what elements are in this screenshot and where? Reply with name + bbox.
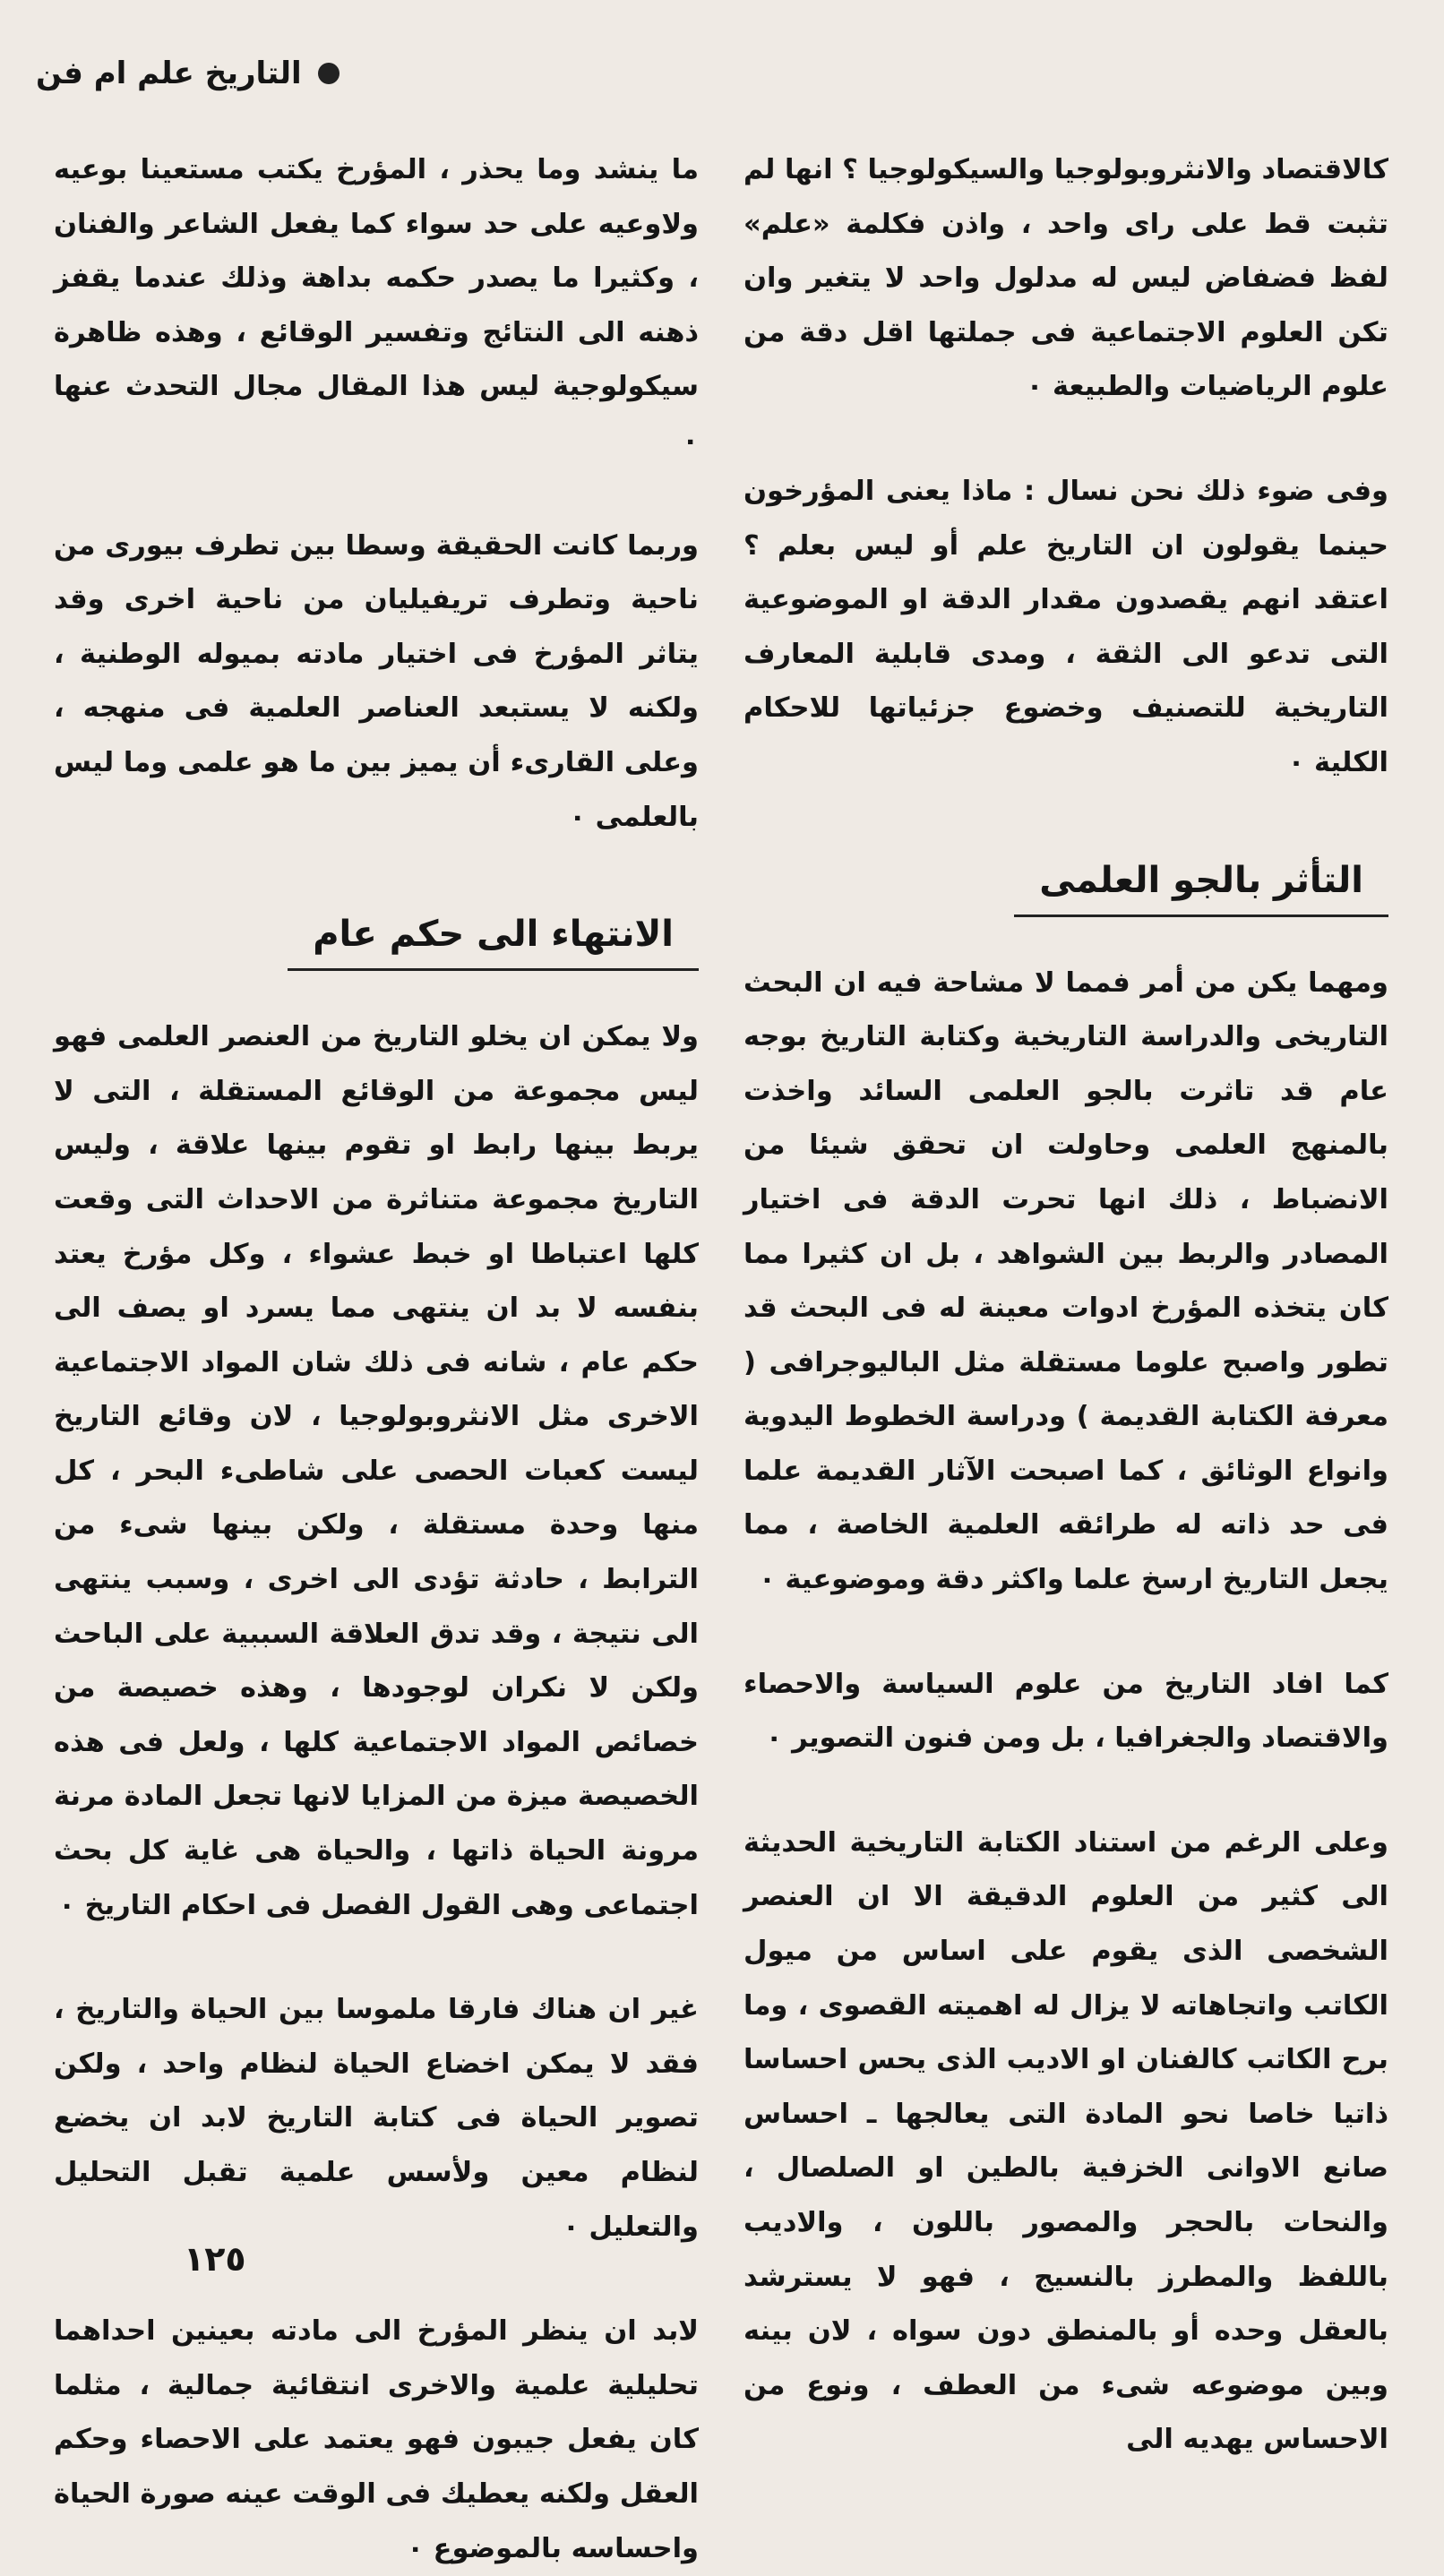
paragraph: وفى ضوء ذلك نحن نسال : ماذا يعنى المؤرخون حينما يقولون ان التاريخ علم أو ليس بعلم ؟ اعتقد انهم يقصدون مقدار الدقة او الموضوعية التى تدعو الى الثقة ، ومدى قابلية المعارف التاريخية للتصنيف وخضوع جزئياتها للاحكام الكلية ٠ — [743, 475, 1388, 778]
running-header — [36, 56, 340, 91]
paragraph: ومهما يكن من أمر فمما لا مشاحة فيه ان البحث التاريخى والدراسة التاريخية وكتابة التاريخ بوجه عام قد تاثرت بالجو العلمى السائد واخذت بالمنهج العلمى وحاولت ان تحقق شيئا من الانضباط ، ذلك انها تحرت الدقة فى اختيار المصادر والربط بين الشواهد ، بل ان كثيرا مما كان يتخذه المؤرخ ادوات معينة له فى البحث قد تطور واصبح علوما مستقلة مثل الباليوجرافى ( معرفة الكتابة القديمة ) ودراسة الخطوط اليدوية وانواع الوثائق ، كما اصبحت الآثار القديمة علما فى حد ذاته له طرائقه العلمية الخاصة ، مما يجعل التاريخ ارسخ علما واكثر دقة وموضوعية ٠ — [743, 966, 1388, 1596]
page-number: ١٢٥ — [184, 2239, 246, 2279]
paragraph: ولا يمكن ان يخلو التاريخ من العنصر العلمى فهو ليس مجموعة من الوقائع المستقلة ، التى لا يربط بينها رابط او تقوم بينها علاقة ، وليس التاريخ مجموعة متناثرة من الاحداث التى وقعت كلها اعتباطا او خبط عشواء ، وكل مؤرخ يعتد بنفسه لا بد ان ينتهى مما يسرد او يصف الى حكم عام ، شانه فى ذلك شان المواد الاجتماعية الاخرى مثل الانثروبولوجيا ، لان وقائع التاريخ ليست كعبات الحصى على شاطىء البحر ، كل منها وحدة مستقلة ، ولكن بينها شىء من الترابط ، حادثة تؤدى الى اخرى ، وسبب ينتهى الى نتيجة ، وقد تدق العلاقة السببية على الباحث ولكن لا نكران لوجودها ، وهذه خصيصة من خصائص المواد الاجتماعية كلها ، ولعل فى هذه الخصيصة ميزة من المزايا لانها تجعل المادة مرنة مرونة الحياة ذاتها ، والحياة هى غاية كل بحث اجتماعى وهى القول الفصل فى احكام التاريخ ٠ — [54, 1021, 699, 1921]
paragraph: وعلى الرغم من استناد الكتابة التاريخية الحديثة الى كثير من العلوم الدقيقة الا ان العنصر الشخصى الذى يقوم على اساس من ميول الكاتب واتجاهاته لا يزال له اهميته القصوى ، وما برح الكاتب كالفنان او الاديب الذى يحس احساسا ذاتيا خاصا نحو المادة التى يعالجها ـ احساس صانع الاوانى الخزفية بالطين او الصلصال ، والنحات بالحجر والمصور باللون ، والاديب باللفظ والمطرز بالنسيج ، فهو لا يسترشد بالعقل وحده أو بالمنطق دون سواه ، لان بينه وبين موضوعه شىء من العطف ، ونوع من الاحساس يهديه الى — [743, 1826, 1388, 2456]
bullet-icon — [318, 63, 340, 84]
section-heading-text: التأثر بالجو العلمى — [1014, 855, 1388, 917]
paragraph: لابد ان ينظر المؤرخ الى مادته بعينين احداهما تحليلية علمية والاخرى انتقائية جمالية ، مثلما كان يفعل جيبون فهو يعتمد على الاحصاء وحكم العقل ولكنه يعطيك فى الوقت عينه صورة الحياة واحساسه بالموضوع ٠ — [54, 2315, 699, 2564]
right-column — [743, 143, 1388, 2468]
paragraph: كالاقتصاد والانثروبولوجيا والسيكولوجيا ؟ انها لم تثبت قط على راى واحد ، واذن فكلمة «علم» لفظ فضفاض ليس له مدلول واحد لا يتغير وان تكن العلوم الاجتماعية فى جملتها اقل دقة من علوم الرياضيات والطبيعة ٠ — [743, 154, 1388, 403]
section-heading-text: الانتهاء الى حكم عام — [288, 909, 699, 971]
paragraph: ما ينشد وما يحذر ، المؤرخ يكتب مستعينا بوعيه ولاوعيه على حد سواء كما يفعل الشاعر والفنان ، وكثيرا ما يصدر حكمه بداهة وذلك عندما يقفز ذهنه الى النتائج وتفسير الوقائع ، وهذه ظاهرة سيكولوجية ليس هذا المقال مجال التحدث عنها ٠ — [54, 154, 699, 457]
section-heading — [743, 855, 1388, 917]
running-title: التاريخ علم ام فن — [36, 56, 302, 91]
paragraph: غير ان هناك فارقا ملموسا بين الحياة والتاريخ ، فقد لا يمكن اخضاع الحياة لنظام واحد ، ولكن تصوير الحياة فى كتابة التاريخ لابد ان يخضع لنظام معين ولأسس علمية تقبل التحليل والتعليل ٠ — [54, 1994, 699, 2243]
paragraph: وربما كانت الحقيقة وسطا بين تطرف بيورى من ناحية وتطرف تريفيليان من ناحية اخرى وقد يتاثر المؤرخ فى اختيار مادته بميوله الوطنية ، ولكنه لا يستبعد العناصر العلمية فى منهجه ، وعلى القارىء أن يميز بين ما هو علمى وما ليس بالعلمى ٠ — [54, 529, 699, 833]
section-heading — [54, 909, 699, 971]
left-column — [54, 143, 699, 2576]
paragraph: كما افاد التاريخ من علوم السياسة والاحصاء والاقتصاد والجغرافيا ، بل ومن فنون التصوير ٠ — [743, 1668, 1388, 1755]
